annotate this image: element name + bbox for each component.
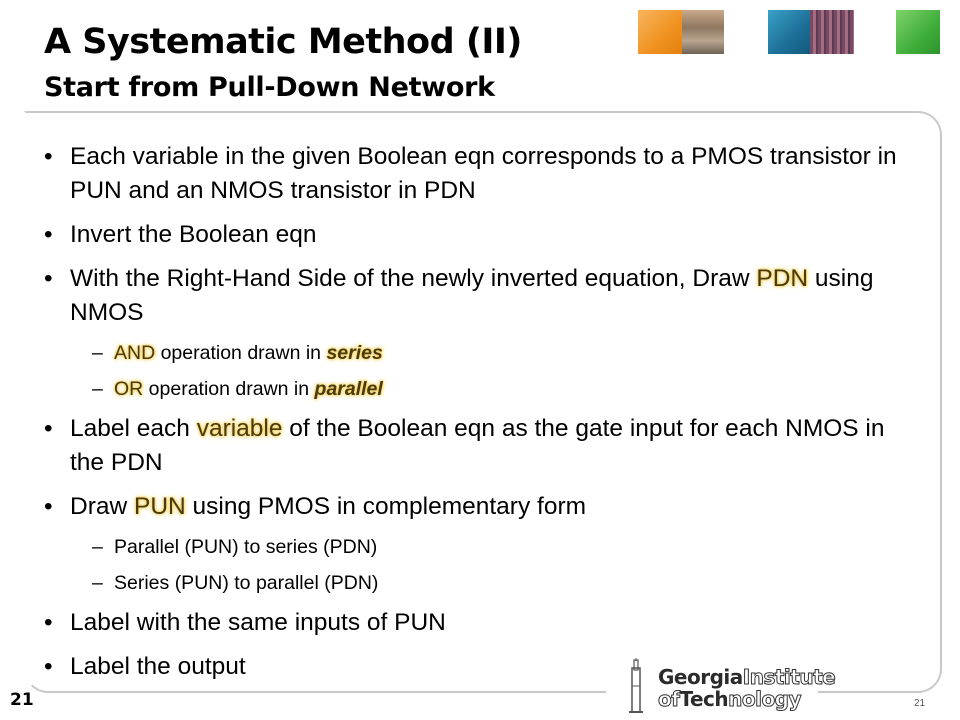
bullet-item — [44, 606, 924, 640]
slide-subtitle: Start from Pull-Down Network — [44, 72, 495, 103]
bullet-text: Draw — [70, 493, 134, 520]
bullet-item — [44, 262, 924, 330]
sub-bullet-item — [44, 340, 924, 366]
bullet-text: Invert the Boolean eqn — [70, 221, 317, 248]
header-photo-chip — [810, 10, 854, 54]
bullet-text: Label the output — [70, 653, 246, 680]
sub-bullet-item — [44, 570, 924, 596]
highlighted-term: PUN — [133, 493, 186, 520]
page-number-left: 21 — [10, 690, 34, 710]
header-photo-orange — [638, 10, 682, 54]
highlighted-term: OR — [114, 378, 144, 400]
slide-title: A Systematic Method (II) — [44, 22, 522, 62]
sub-bullet-item — [44, 376, 924, 402]
bullet-text: Label each — [70, 415, 197, 442]
georgia-tech-logo — [606, 656, 836, 718]
tech-tower-icon — [626, 658, 646, 716]
bullet-text: Each variable in the given Boolean eqn corresponds to a PMOS transistor in PUN and an NMOS transistor in PDN — [70, 143, 897, 204]
highlighted-term: series — [326, 342, 383, 364]
highlighted-term: parallel — [314, 378, 383, 400]
sub-bullet-item — [44, 534, 924, 560]
bullet-text: operation drawn in — [155, 342, 327, 364]
bullet-item — [44, 490, 924, 524]
header-photo-blue — [768, 10, 810, 54]
bullet-text: Series (PUN) to parallel (PDN) — [114, 572, 379, 594]
bullet-item — [44, 218, 924, 252]
logo-word-tech: Tech — [679, 687, 729, 711]
bullet-item — [44, 412, 924, 480]
page-number-right: 21 — [914, 698, 926, 709]
highlighted-term: AND — [114, 342, 156, 364]
bullet-text: With the Right-Hand Side of the newly inverted equation, Draw — [70, 265, 757, 292]
bullet-text: using PMOS in complementary form — [185, 493, 587, 520]
logo-word-of: of — [658, 687, 680, 711]
bullet-list — [44, 140, 924, 694]
logo-word-nology: nology — [728, 687, 802, 711]
highlighted-term: variable — [196, 415, 283, 442]
bullet-item — [44, 140, 924, 208]
logo-word-georgia: Georgia — [658, 665, 743, 689]
header-photo-green — [896, 10, 940, 54]
bullet-text: operation drawn in — [143, 378, 315, 400]
bullet-text: using NMOS — [70, 265, 874, 326]
bullet-text: of the Boolean eqn as the gate input for each NMOS in the PDN — [70, 415, 885, 476]
highlighted-term: PDN — [756, 265, 809, 292]
bullet-text: Label with the same inputs of PUN — [70, 609, 446, 636]
logo-word-institute: Institute — [742, 665, 836, 689]
header-photo-campus — [682, 10, 724, 54]
bullet-text: Parallel (PUN) to series (PDN) — [114, 536, 378, 558]
